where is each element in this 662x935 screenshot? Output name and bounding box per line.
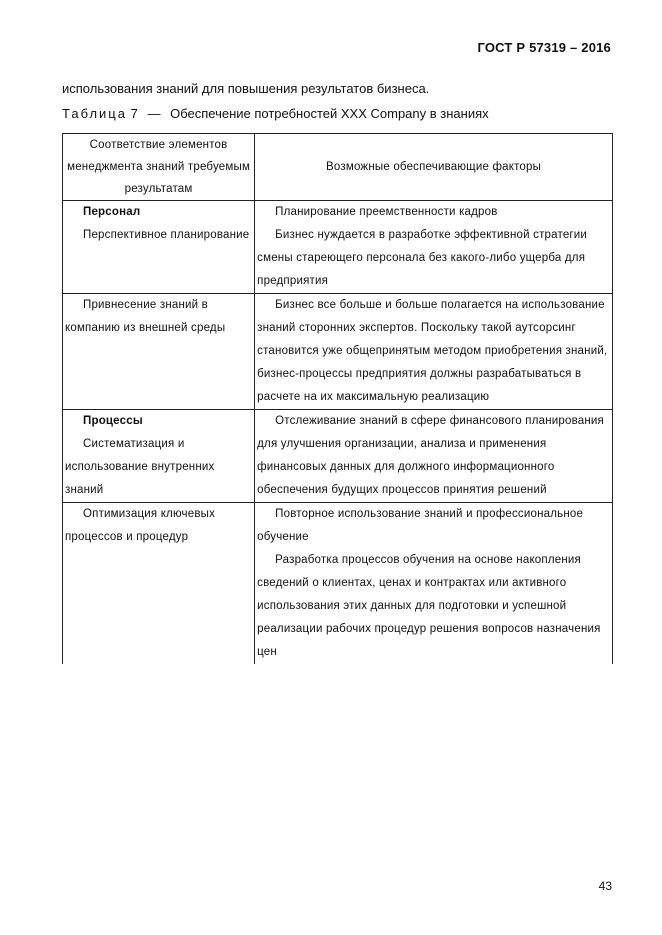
table-cell — [63, 201, 255, 294]
table-cell — [63, 410, 255, 503]
lead-paragraph: использования знаний для повышения результатов бизнеса. — [62, 81, 430, 96]
document-code: ГОСТ Р 57319 – 2016 — [477, 40, 611, 55]
caption-label: Таблица — [62, 106, 127, 121]
row-heading: Процессы — [83, 415, 143, 427]
table-cell — [255, 201, 613, 294]
row-heading: Персонал — [83, 206, 141, 218]
table-cell — [63, 294, 255, 410]
table-cell — [255, 410, 613, 503]
caption-dash: — — [147, 106, 161, 121]
factor-paragraph: Бизнес нуждается в разработке эффективной стратегии смены стареющего персонала без какого-либо ущерба для предприятия — [257, 229, 588, 287]
row-element-text: Систематизация и использование внутренних знаний — [65, 438, 215, 496]
table-row — [63, 503, 613, 665]
table-caption — [62, 106, 489, 121]
table-cell — [255, 294, 613, 410]
table-row — [63, 410, 613, 503]
factor-paragraph: Повторное использование знаний и профессиональное обучение — [257, 508, 584, 543]
table-cell — [63, 503, 255, 665]
factor-paragraph: Бизнес все больше и больше полагается на использование знаний сторонних экспертов. Поскольку такой аутсорсинг становится уже общепринятым методом приобретения знаний, бизнес-процессы предприятия должны разрабатываться в расчете на их максимальную реализацию — [257, 299, 608, 403]
column-header-factors: Возможные обеспечивающие факторы — [255, 134, 613, 201]
row-element-text: Перспективное планирование — [83, 229, 250, 241]
page-number: 43 — [598, 879, 612, 893]
factor-paragraph: Отслеживание знаний в сфере финансового планирования для улучшения организации, анализа и применения финансовых данных для должного информационного обеспечения будущих процессов принятия решений — [257, 415, 604, 496]
factor-paragraph: Разработка процессов обучения на основе накопления сведений о клиентах, ценах и контрактах или активного использования этих данных для подготовки и успешной реализации рабочих процедур решения вопросов назначения цен — [257, 554, 601, 658]
table-row — [63, 294, 613, 410]
table-row — [63, 201, 613, 294]
column-header-elements: Соответствие элементов менеджмента знаний требуемым результатам — [63, 134, 255, 201]
table-cell — [255, 503, 613, 665]
row-element-text: Оптимизация ключевых процессов и процедур — [65, 508, 216, 543]
caption-title: Обеспечение потребностей XXX Company в знаниях — [170, 106, 489, 121]
table-header-row — [63, 134, 613, 201]
knowledge-table — [62, 133, 613, 664]
caption-number: 7 — [130, 106, 138, 121]
row-element-text: Привнесение знаний в компанию из внешней среды — [65, 299, 226, 334]
factor-paragraph: Планирование преемственности кадров — [275, 206, 498, 218]
